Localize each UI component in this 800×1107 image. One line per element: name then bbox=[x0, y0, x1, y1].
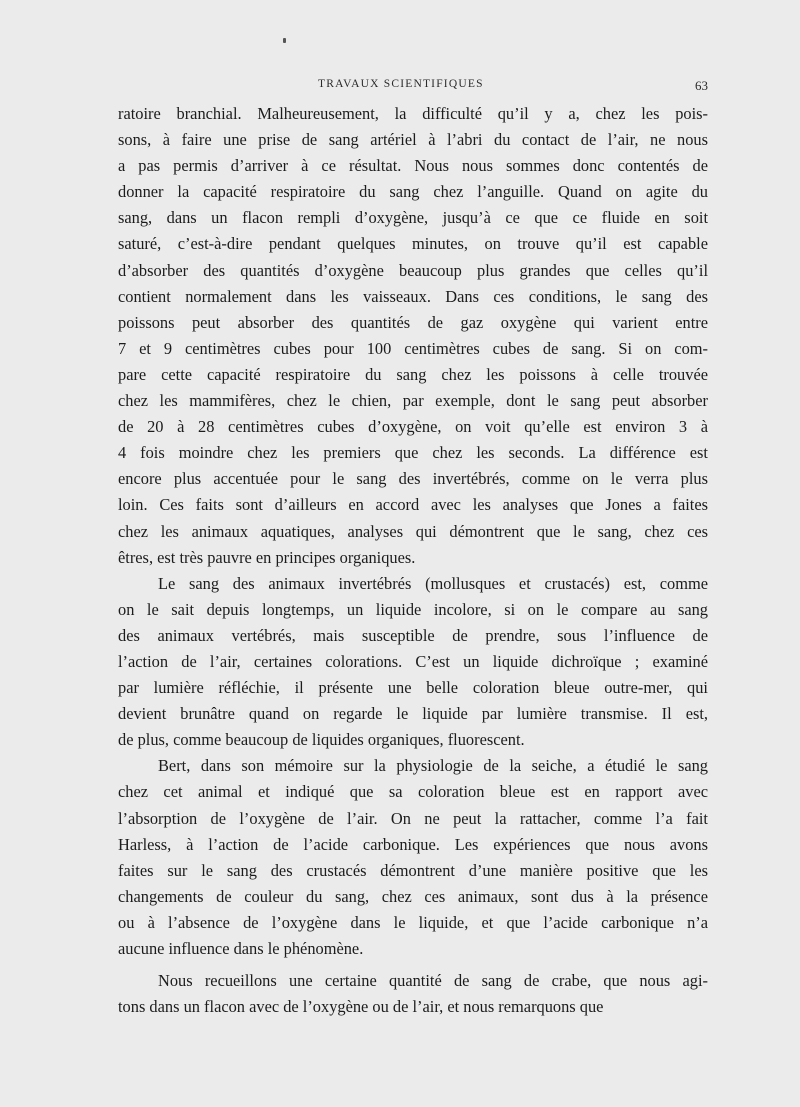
paragraph bbox=[118, 753, 708, 962]
page-number: 63 bbox=[695, 78, 708, 93]
ink-speck bbox=[283, 38, 286, 43]
text-line: contient normalement dans les vaisseaux. Dans ces conditions, le sang des bbox=[118, 286, 708, 306]
text-line: 7 et 9 centimètres cubes pour 100 centimètres cubes de sang. Si on com- bbox=[118, 338, 708, 358]
text-line: a pas permis d’arriver à ce résultat. Nous nous sommes donc contentés de bbox=[118, 156, 708, 176]
text-line: saturé, c’est-à-dire pendant quelques minutes, on trouve qu’il est capable bbox=[118, 234, 708, 254]
text-line: par lumière réfléchie, il présente une belle coloration bleue outre-mer, qui bbox=[118, 678, 708, 698]
text-line: Nous recueillons une certaine quantité de sang de crabe, que nous agi- bbox=[158, 971, 708, 991]
text-line: aucune influence dans le phénomène. bbox=[118, 939, 364, 958]
text-line: 4 fois moindre chez les premiers que chez les seconds. La différence est bbox=[118, 443, 708, 463]
text-line: Le sang des animaux invertébrés (mollusques et crustacés) est, comme bbox=[158, 573, 708, 593]
paragraph bbox=[118, 101, 708, 571]
page-header bbox=[118, 76, 708, 98]
text-line: sang, dans un flacon rempli d’oxygène, jusqu’à ce que ce fluide en soit bbox=[118, 208, 708, 228]
running-title: TRAVAUX SCIENTIFIQUES bbox=[318, 78, 484, 90]
text-line: Bert, dans son mémoire sur la physiologie de la seiche, a étudié le sang bbox=[158, 756, 708, 776]
text-line: ou à l’absence de l’oxygène dans le liquide, et que l’acide carbonique n’a bbox=[118, 912, 708, 932]
text-line: encore plus accentuée pour le sang des invertébrés, comme on le verra plus bbox=[118, 469, 708, 489]
text-line: changements de couleur du sang, chez ces animaux, sont dus à la présence bbox=[118, 886, 708, 906]
text-line: donner la capacité respiratoire du sang chez l’anguille. Quand on agite du bbox=[118, 182, 708, 202]
text-line: l’action de l’air, certaines colorations. C’est un liquide dichroïque ; examiné bbox=[118, 651, 708, 671]
text-line: poissons peut absorber des quantités de gaz oxygène qui varient entre bbox=[118, 312, 708, 332]
text-line: chez cet animal et indiqué que sa coloration bleue est en rapport avec bbox=[118, 782, 708, 802]
text-line: loin. Ces faits sont d’ailleurs en accord avec les analyses que Jones a faites bbox=[118, 495, 708, 515]
text-line: pare cette capacité respiratoire du sang chez les poissons à celle trouvée bbox=[118, 364, 708, 384]
text-line: de plus, comme beaucoup de liquides organiques, fluorescent. bbox=[118, 730, 525, 750]
text-line: de 20 à 28 centimètres cubes d’oxygène, on voit qu’elle est environ 3 à bbox=[118, 417, 708, 437]
paragraph bbox=[118, 968, 708, 1020]
text-line: l’absorption de l’oxygène de l’air. On ne peut la rattacher, comme l’a fait bbox=[118, 808, 708, 828]
text-line: devient brunâtre quand on regarde le liquide par lumière transmise. Il est, bbox=[118, 704, 708, 724]
text-line: ratoire branchial. Malheureusement, la difficulté qu’il y a, chez les pois- bbox=[118, 104, 708, 123]
text-line: Harless, à l’action de l’acide carbonique. Les expériences que nous avons bbox=[118, 834, 708, 854]
text-line: chez les animaux aquatiques, analyses qui démontrent que le sang, chez ces bbox=[118, 521, 708, 541]
text-line: faites sur le sang des crustacés démontrent d’une manière positive que les bbox=[118, 860, 708, 880]
body-text bbox=[118, 101, 708, 1020]
text-line: sons, à faire une prise de sang artériel à l’abri du contact de l’air, ne nous bbox=[118, 130, 708, 150]
text-line: on le sait depuis longtemps, un liquide incolore, si on le compare au sang bbox=[118, 599, 708, 619]
text-line: des animaux vertébrés, mais susceptible de prendre, sous l’influence de bbox=[118, 625, 708, 645]
text-line: êtres, est très pauvre en principes organiques. bbox=[118, 547, 416, 567]
paragraph bbox=[118, 571, 708, 754]
text-line: chez les mammifères, chez le chien, par exemple, dont le sang peut absorber bbox=[118, 391, 708, 411]
text-line: d’absorber des quantités d’oxygène beaucoup plus grandes que celles qu’il bbox=[118, 260, 708, 280]
text-line: tons dans un flacon avec de l’oxygène ou de l’air, et nous remarquons que bbox=[118, 997, 604, 1017]
